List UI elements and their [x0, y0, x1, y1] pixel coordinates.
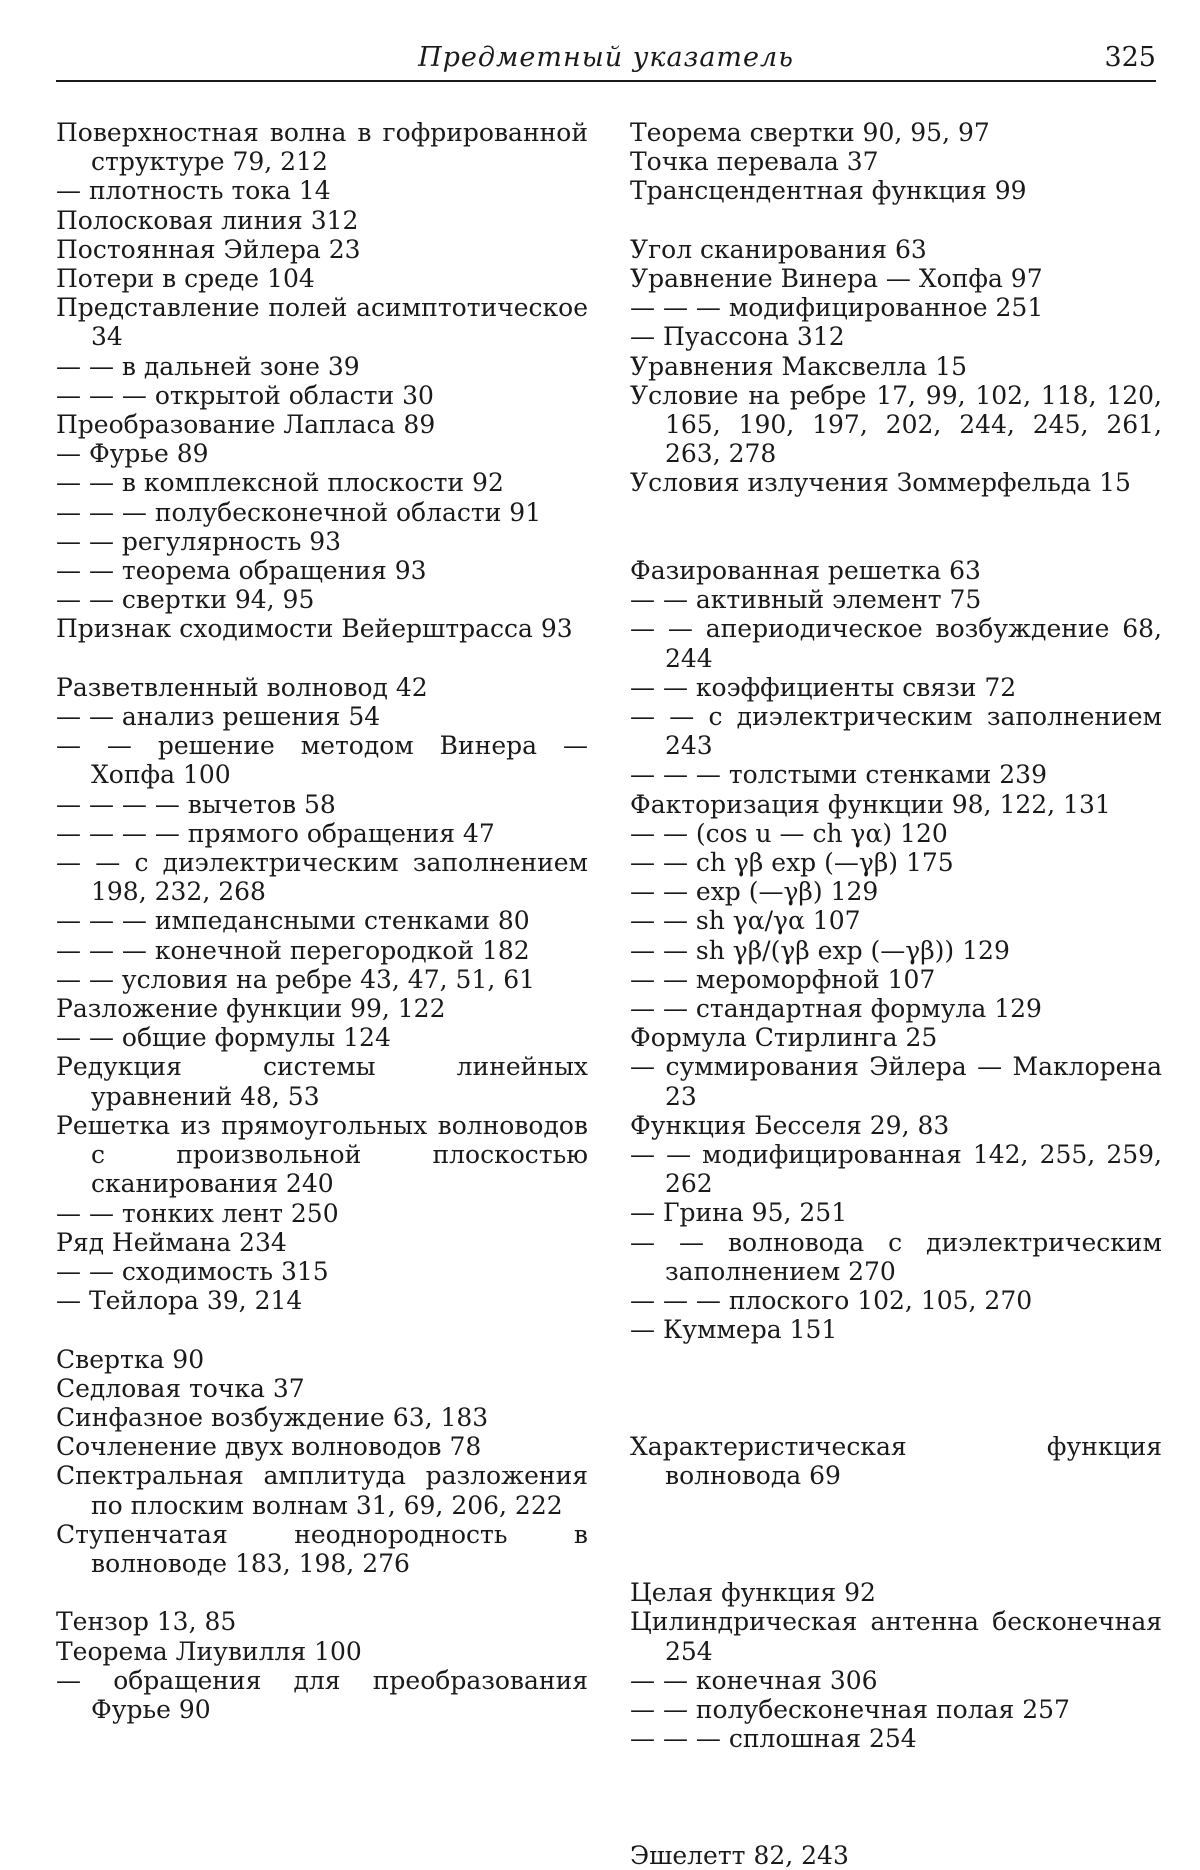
index-entry: — — апериодическое возбуждение 68, 244: [630, 614, 1162, 673]
index-entry: Трансцендентная функция 99: [630, 176, 1027, 206]
index-entry: — — с диэлектрическим заполнением 198, 232, 268: [56, 848, 588, 907]
index-entry: Постоянная Эйлера 23: [56, 234, 361, 264]
index-entry: Синфазное возбуждение 63, 183: [56, 1402, 489, 1432]
index-entry: Ряд Неймана 234: [56, 1227, 287, 1257]
index-entry: — — — импедансными стенками 80: [56, 906, 530, 936]
index-entry: — — регулярность 93: [56, 526, 342, 556]
index-entry: — обращения для преобразования Фурье 90: [56, 1665, 588, 1724]
index-entry: — — — полубесконечной области 91: [56, 497, 542, 527]
index-entry: — — — конечной перегородкой 182: [56, 935, 530, 965]
index-entry: Потери в среде 104: [56, 264, 315, 294]
index-entry: — — общие формулы 124: [56, 1023, 391, 1053]
index-entry: — — коэффициенты связи 72: [630, 672, 1017, 702]
page-number: 325: [1104, 42, 1156, 73]
index-entry: Сочленение двух волноводов 78: [56, 1432, 482, 1462]
index-entry: — плотность тока 14: [56, 176, 331, 206]
index-entry: — — мероморфной 107: [630, 964, 936, 994]
index-entry: Тензор 13, 85: [56, 1607, 237, 1637]
index-entry: — — (cos u — ch γα) 120: [630, 818, 948, 848]
index-entry: Решетка из прямоугольных волноводов с произвольной плоскостью сканирования 240: [56, 1110, 588, 1199]
index-entry: Теорема свертки 90, 95, 97: [630, 118, 990, 147]
index-entry: Условия излучения Зоммерфельда 15: [630, 468, 1131, 498]
index-entry: Угол сканирования 63: [630, 234, 927, 264]
index-entry: Редукция системы линейных уравнений 48, 53: [56, 1052, 588, 1111]
index-entry: Точка перевала 37: [630, 147, 879, 177]
index-column-right: [630, 118, 1162, 1870]
index-entry: Свертка 90: [56, 1344, 205, 1374]
index-entry: Ступенчатая неоднородность в волноводе 183, 198, 276: [56, 1519, 588, 1578]
index-entry: — — с диэлектрическим заполнением 243: [630, 702, 1162, 761]
index-entry: — — — толстыми стенками 239: [630, 760, 1047, 790]
index-entry: Полосковая линия 312: [56, 205, 359, 235]
letter-section-gap: [56, 1315, 588, 1344]
index-entry: Уравнение Винера — Хопфа 97: [630, 264, 1043, 293]
index-entry: — — sh γα/γα 107: [630, 906, 861, 936]
index-entry: — Пуассона 312: [630, 322, 845, 352]
index-entry: — — тонких лент 250: [56, 1198, 339, 1228]
index-entry: — — в комплексной плоскости 92: [56, 468, 504, 498]
index-entry: Эшелетт 82, 243: [630, 1840, 849, 1870]
letter-section-gap: [630, 1491, 1162, 1579]
letter-section-gap: [56, 644, 588, 673]
letter-section-gap: [630, 206, 1162, 235]
index-entry: — — стандартная формула 129: [630, 994, 1042, 1024]
index-entry: — суммирования Эйлера — Маклорена 23: [630, 1052, 1162, 1111]
index-entry: — — активный элемент 75: [630, 585, 982, 615]
index-entry: Теорема Лиувилля 100: [56, 1636, 362, 1666]
index-entry: Характеристическая функция волновода 69: [630, 1432, 1162, 1491]
index-entry: — — сходимость 315: [56, 1256, 329, 1286]
index-entry: Фазированная решетка 63: [630, 556, 981, 586]
letter-section-gap: [630, 1345, 1162, 1433]
index-entry: Цилиндрическая антенна бесконечная 254: [630, 1607, 1162, 1666]
letter-section-gap: [56, 1578, 588, 1607]
index-entry: Поверхностная волна в гофрированной структуре 79, 212: [56, 118, 588, 177]
index-entry: Разложение функции 99, 122: [56, 994, 446, 1024]
index-entry: — — решение методом Винера — Хопфа 100: [56, 731, 588, 790]
index-column-left: [56, 118, 588, 1724]
index-entry: — — волновода с диэлектрическим заполнением 270: [630, 1227, 1162, 1286]
index-entry: — — sh γβ/(γβ exp (—γβ)) 129: [630, 935, 1010, 965]
index-entry: — — — плоского 102, 105, 270: [630, 1286, 1033, 1316]
index-entry: — — анализ решения 54: [56, 702, 381, 732]
running-header: [56, 40, 1156, 82]
index-entry: — — свертки 94, 95: [56, 585, 315, 615]
running-title: Предметный указатель: [418, 42, 794, 73]
index-entry: — Грина 95, 251: [630, 1198, 848, 1228]
letter-section-gap: [630, 1753, 1162, 1841]
index-entry: Функция Бесселя 29, 83: [630, 1110, 950, 1140]
index-entry: — — exp (—γβ) 129: [630, 877, 879, 907]
index-entry: Преобразование Лапласа 89: [56, 410, 436, 440]
index-entry: — — модифицированная 142, 255, 259, 262: [630, 1140, 1162, 1199]
index-entry: Представление полей асимптотическое 34: [56, 293, 588, 352]
index-entry: Признак сходимости Вейерштрасса 93: [56, 614, 573, 644]
index-entry: — — — сплошная 254: [630, 1724, 917, 1754]
index-entry: — Фурье 89: [56, 439, 209, 469]
index-entry: — — — модифицированное 251: [630, 293, 1044, 323]
letter-section-gap: [630, 498, 1162, 556]
index-entry: — — полубесконечная полая 257: [630, 1694, 1070, 1724]
index-entry: — — — открытой области 30: [56, 380, 434, 410]
index-entry: — — — — прямого обращения 47: [56, 818, 495, 848]
index-entry: Разветвленный волновод 42: [56, 672, 428, 702]
index-entry: — — условия на ребре 43, 47, 51, 61: [56, 964, 536, 994]
index-entry: Спектральная амплитуда разложения по плоским волнам 31, 69, 206, 222: [56, 1461, 588, 1520]
index-entry: Факторизация функции 98, 122, 131: [630, 789, 1111, 819]
index-entry: — — в дальней зоне 39: [56, 351, 360, 381]
header-rule: [56, 80, 1156, 82]
index-entry: — — — — вычетов 58: [56, 789, 336, 819]
index-entry: — — ch γβ exp (—γβ) 175: [630, 848, 954, 878]
index-entry: Формула Стирлинга 25: [630, 1023, 938, 1053]
index-entry: Условие на ребре 17, 99, 102, 118, 120, 165, 190, 197, 202, 244, 245, 261, 263, 278: [630, 380, 1162, 469]
index-entry: Седловая точка 37: [56, 1373, 305, 1403]
index-entry: — — конечная 306: [630, 1665, 878, 1695]
index-entry: Уравнения Максвелла 15: [630, 351, 967, 381]
index-entry: — — теорема обращения 93: [56, 556, 427, 586]
index-entry: Целая функция 92: [630, 1578, 876, 1608]
index-entry: — Куммера 151: [630, 1315, 838, 1345]
index-entry: — Тейлора 39, 214: [56, 1286, 303, 1316]
